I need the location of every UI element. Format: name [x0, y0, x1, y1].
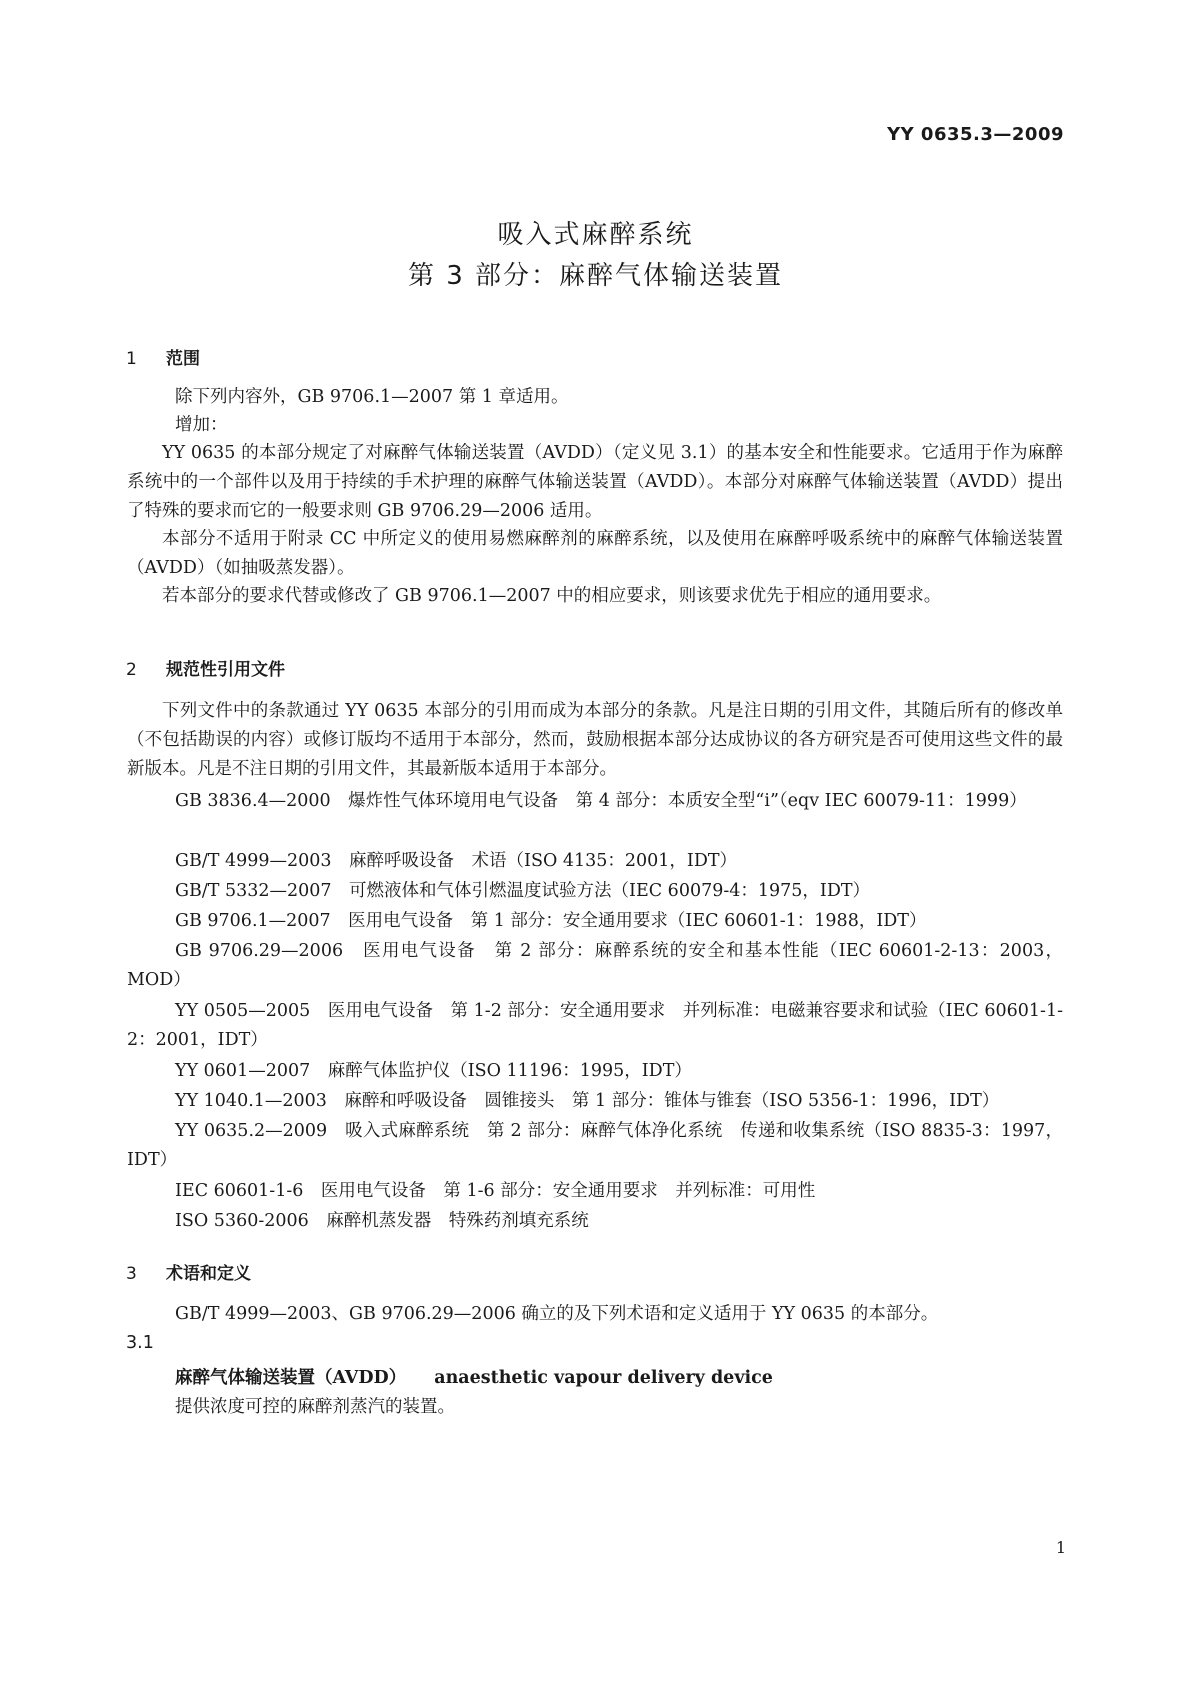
clause-number: 3.1	[126, 1333, 154, 1353]
section-3-heading	[126, 1259, 251, 1284]
paragraph: 若本部分的要求代替或修改了 GB 9706.1—2007 中的相应要求，则该要求优先于相应的通用要求。	[162, 586, 942, 606]
section-title: 规范性引用文件	[166, 660, 285, 680]
term-entry	[175, 1364, 773, 1389]
reference-entry: GB/T 4999—2003 麻醉呼吸设备 术语（ISO 4135：2001，IDT）	[175, 851, 738, 871]
reference-entry: GB/T 5332—2007 可燃液体和气体引燃温度试验方法（IEC 60079-4：1975，IDT）	[175, 881, 871, 901]
document-subtitle: 第 3 部分：麻醉气体输送装置	[407, 261, 784, 291]
paragraph: 增加：	[175, 415, 228, 435]
reference-entry: YY 0635.2—2009 吸入式麻醉系统 第 2 部分：麻醉气体净化系统 传递和收集系统（ISO 8835-3：1997，IDT）	[127, 1121, 1063, 1170]
section-2-heading	[126, 655, 285, 680]
term-english: anaesthetic vapour delivery device	[434, 1368, 773, 1388]
paragraph: 下列文件中的条款通过 YY 0635 本部分的引用而成为本部分的条款。凡是注日期的引用文件，其随后所有的修改单（不包括勘误的内容）或修订版均不适用于本部分，然而，鼓励根据本部分达成协议的各方研究是否可使用这些文件的最新版本。凡是不注日期的引用文件，其最新版本适用于本部分。	[127, 701, 1063, 779]
section-number: 1	[126, 349, 137, 369]
term-chinese: 麻醉气体输送装置（AVDD）	[175, 1368, 407, 1388]
section-1-heading	[126, 344, 200, 369]
reference-entry: ISO 5360-2006 麻醉机蒸发器 特殊药剂填充系统	[175, 1211, 589, 1231]
reference-entry: GB 3836.4—2000 爆炸性气体环境用电气设备 第 4 部分：本质安全型“i”（eqv IEC 60079-11：1999）	[175, 791, 1027, 811]
document-title: 吸入式麻醉系统	[497, 220, 694, 250]
paragraph: GB/T 4999—2003、GB 9706.29—2006 确立的及下列术语和定义适用于 YY 0635 的本部分。	[175, 1304, 939, 1324]
paragraph: 除下列内容外，GB 9706.1—2007 第 1 章适用。	[175, 387, 569, 407]
reference-entry: YY 0601—2007 麻醉气体监护仪（ISO 11196：1995，IDT）	[175, 1061, 692, 1081]
reference-entry: GB 9706.29—2006 医用电气设备 第 2 部分：麻醉系统的安全和基本性能（IEC 60601-2-13：2003，MOD）	[127, 941, 1063, 990]
term-definition: 提供浓度可控的麻醉剂蒸汽的装置。	[175, 1397, 455, 1417]
section-title: 术语和定义	[166, 1264, 251, 1284]
page-number: 1	[1055, 1538, 1066, 1557]
paragraph: YY 0635 的本部分规定了对麻醉气体输送装置（AVDD）（定义见 3.1）的基本安全和性能要求。它适用于作为麻醉系统中的一个部件以及用于持续的手术护理的麻醉气体输送装置（AVDD）。本部分对麻醉气体输送装置（AVDD）提出了特殊的要求而它的一般要求则 GB 9706.29—2006 适用。	[127, 443, 1063, 521]
section-title: 范围	[166, 349, 200, 369]
reference-entry: YY 1040.1—2003 麻醉和呼吸设备 圆锥接头 第 1 部分：锥体与锥套（ISO 5356-1：1996，IDT）	[175, 1091, 1000, 1111]
paragraph: 本部分不适用于附录 CC 中所定义的使用易燃麻醉剂的麻醉系统，以及使用在麻醉呼吸系统中的麻醉气体输送装置（AVDD）（如抽吸蒸发器）。	[127, 529, 1063, 578]
standard-code: YY 0635.3—2009	[887, 124, 1064, 145]
section-number: 2	[126, 660, 137, 680]
reference-entry: GB 9706.1—2007 医用电气设备 第 1 部分：安全通用要求（IEC 60601-1：1988，IDT）	[175, 911, 927, 931]
section-number: 3	[126, 1264, 137, 1284]
reference-entry: YY 0505—2005 医用电气设备 第 1-2 部分：安全通用要求 并列标准：电磁兼容要求和试验（IEC 60601-1-2：2001，IDT）	[127, 1001, 1063, 1050]
reference-entry: IEC 60601-1-6 医用电气设备 第 1-6 部分：安全通用要求 并列标准：可用性	[175, 1181, 816, 1201]
